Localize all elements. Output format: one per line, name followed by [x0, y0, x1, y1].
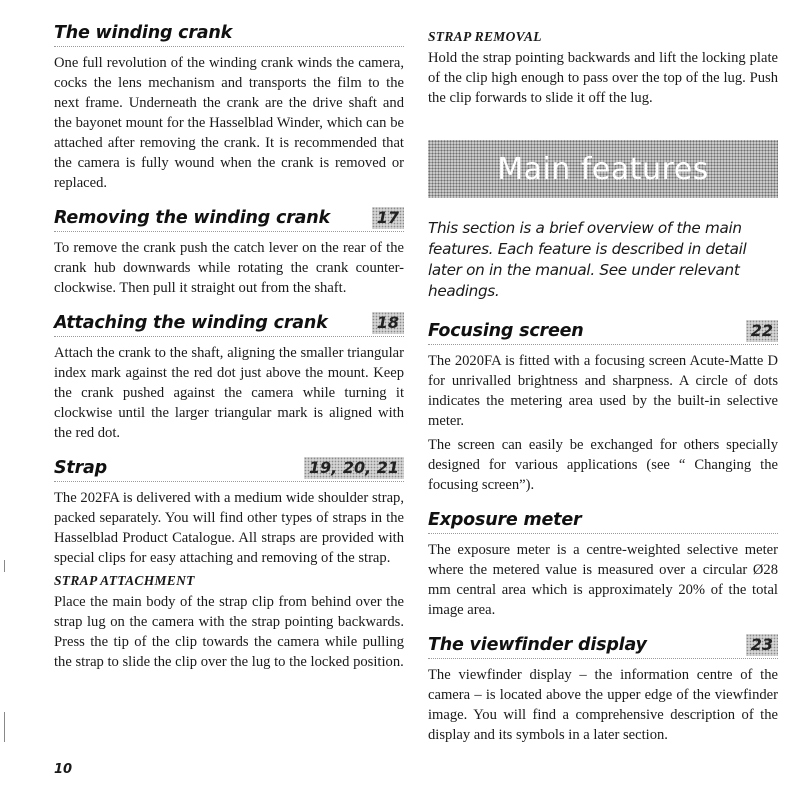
page-reference-badge: 23: [746, 634, 778, 656]
page-reference-badge: 19, 20, 21: [304, 457, 404, 479]
subheading: STRAP REMOVAL: [428, 29, 542, 44]
banner-title: Main features: [497, 151, 709, 187]
heading-row: [54, 207, 404, 232]
heading-row: [428, 634, 778, 659]
section-winding-crank: [54, 22, 404, 193]
heading-row: [428, 509, 778, 534]
heading-row: [428, 320, 778, 345]
page-reference-badge: 17: [372, 207, 404, 229]
section-title: Removing the winding crank: [54, 208, 330, 228]
paragraph: The viewfinder display – the information centre of the camera – is located above the upper edge of the viewfinder image. You will find a comprehensive description of the display and its symbols in a later section.: [428, 667, 778, 743]
paragraph: To remove the crank push the catch lever on the rear of the crank hub downwards while rotating the crank counter-clockwise. Then pull it straight out from the shaft.: [54, 240, 404, 296]
section-title: Exposure meter: [428, 510, 582, 530]
page-number: 10: [54, 762, 73, 777]
paragraph: The screen can easily be exchanged for others specially designed for various applications (see “ Changing the focusing screen”).: [428, 437, 778, 493]
subheading: STRAP ATTACHMENT: [54, 573, 195, 588]
crop-mark: [4, 712, 5, 742]
section-title: Attaching the winding crank: [54, 313, 328, 333]
section-strap: [54, 457, 404, 672]
section-removing-crank: [54, 207, 404, 298]
heading-row: [54, 457, 404, 482]
section-title: Strap: [54, 458, 107, 478]
crop-mark: [4, 560, 5, 572]
section-title: Focusing screen: [428, 321, 584, 341]
section-focusing-screen: [428, 320, 778, 495]
section-viewfinder-display: [428, 634, 778, 745]
heading-row: [54, 312, 404, 337]
page-reference-badge: 18: [372, 312, 404, 334]
paragraph: The 2020FA is fitted with a focusing screen Acute-Matte D for unrivalled brightness and sharpness. A circle of dots indicates the metering area used by the built-in selective meter.: [428, 353, 778, 429]
paragraph: One full revolution of the winding crank winds the camera, cocks the lens mechanism and transports the film to the next frame. Underneath the crank are the drive shaft and the bayonet mount for the Hasselblad Winder, which can be attached after removing the crank. It is recommended that the camera is fully wound when the crank is removed or replaced.: [54, 55, 404, 191]
section-strap-removal: [428, 28, 778, 108]
paragraph: Attach the crank to the shaft, aligning the smaller triangular index mark against the red dot just above the mount. Keep the crank pushed against the camera while turning it clockwise until the larger triangular mark is aligned with the red dot.: [54, 345, 404, 441]
page-reference-badge: 22: [746, 320, 778, 342]
paragraph: The exposure meter is a centre-weighted selective meter where the metered value is measured over a circular Ø28 mm central area which is approximately 20% of the total image area.: [428, 542, 778, 618]
main-features-banner: [428, 140, 778, 198]
section-title: The winding crank: [54, 23, 233, 43]
intro-text: This section is a brief overview of the main features. Each feature is described in detail later on in the manual. See under relevant headings.: [428, 219, 747, 300]
section-title: The viewfinder display: [428, 635, 647, 655]
paragraph: Place the main body of the strap clip from behind over the strap lug on the camera with the strap pointing backwards. Press the tip of the clip towards the camera while pulling the strap to slide the clip over the lug to the locked position.: [54, 594, 404, 670]
paragraph: Hold the strap pointing backwards and lift the locking plate of the clip high enough to pass over the top of the lug. Push the clip forwards to slide it off the lug.: [428, 50, 778, 106]
right-column: [428, 22, 778, 745]
section-exposure-meter: [428, 509, 778, 620]
paragraph: The 202FA is delivered with a medium wide shoulder strap, packed separately. You will find other types of straps in the Hasselblad Product Catalogue. All straps are provided with special clips for easy attaching and removing of the strap.: [54, 490, 404, 566]
left-column: [54, 22, 404, 672]
heading-row: [54, 22, 404, 47]
section-attaching-crank: [54, 312, 404, 443]
